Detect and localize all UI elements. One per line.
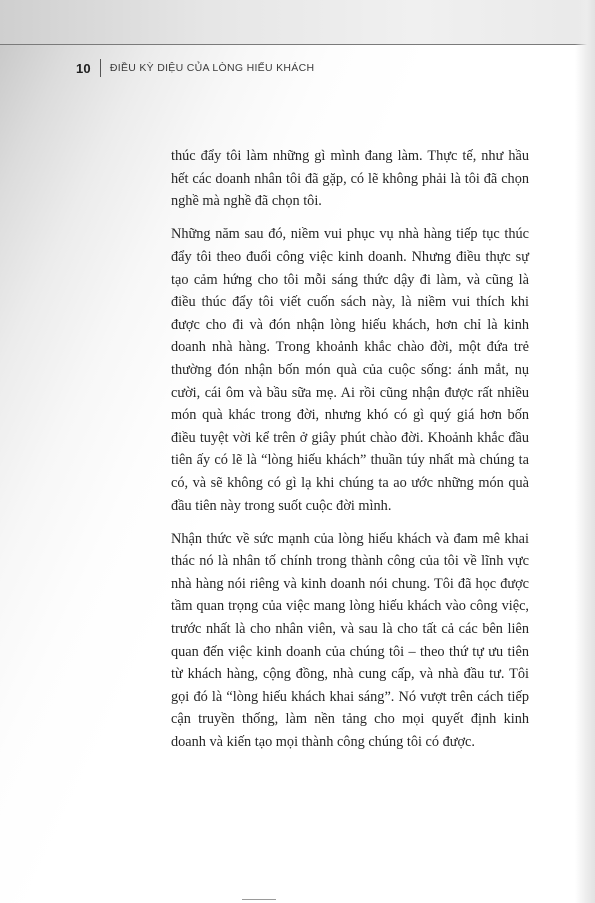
paragraph-1: thúc đẩy tôi làm những gì mình đang làm. Thực tế, như hầu hết các doanh nhân tôi đã gặp, có lẽ không phải là tôi đã chọn nghề mà nghề đã chọn tôi. (171, 148, 529, 210)
page-number: 10 (76, 60, 91, 76)
top-shadow-strip (0, 0, 595, 44)
header-divider (100, 59, 101, 77)
page-edge-shadow (575, 0, 595, 903)
paragraph-3: Nhận thức về sức mạnh của lòng hiếu khách và đam mê khai thác nó là nhân tố chính trong thành công của tôi về lĩnh vực nhà hàng nói riêng và kinh doanh nói chung. Tôi đã học được tầm quan trọng của việc mang lòng hiếu khách vào công việc, trước nhất là cho nhân viên, và sau là cho tất cả các bên liên quan đến việc kinh doanh của chúng tôi – theo thứ tự ưu tiên từ khách hàng, cộng đồng, nhà cung cấp, và nhà đầu tư. Tôi gọi đó là “lòng hiếu khách khai sáng”. Nó vượt trên cách tiếp cận truyền thống, làm nền tảng cho mọi quyết định kinh doanh và kiến tạo mọi thành công chúng tôi có được. (171, 530, 529, 751)
bottom-mark (242, 899, 276, 900)
top-rule (0, 44, 595, 45)
body-text (171, 145, 529, 754)
paragraph-2: Những năm sau đó, niềm vui phục vụ nhà hàng tiếp tục thúc đẩy tôi theo đuổi công việc kinh doanh. Nhưng điều thực sự tạo cảm hứng cho tôi mỗi sáng thức dậy đi làm, và cũng là điều thúc đẩy tôi viết cuốn sách này, là niềm vui thích khi được cho đi và đón nhận lòng hiếu khách, hơn chỉ là kinh doanh nhà hàng. Trong khoảnh khắc chào đời, một đứa trẻ thường đón nhận bốn món quà của cuộc sống: ánh mắt, nụ cười, cái ôm và bầu sữa mẹ. Ai rồi cũng nhận được rất nhiều món quà khác trong đời, nhưng khó có gì quý giá hơn bốn điều tuyệt vời kể trên ở giây phút chào đời. Khoảnh khắc đầu tiên ấy có lẽ là “lòng hiếu khách” thuần túy nhất mà chúng ta có, và sẽ không có gì lạ khi chúng ta ao ước những món quà đầu tiên này trong suốt cuộc đời mình. (171, 226, 529, 514)
running-header (76, 59, 314, 77)
running-title: ĐIỀU KỲ DIỆU CỦA LÒNG HIẾU KHÁCH (109, 62, 315, 74)
